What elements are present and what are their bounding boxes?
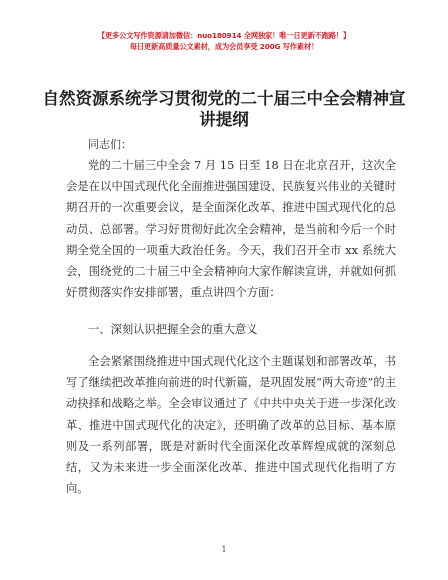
paragraph-intro: 党的二十届三中全会 7 月 15 日至 18 日在北京召开，这次全会是在以中国式现代化全面推进强国建设、民族复兴伟业的关键时期召开的一次重要会议，是全面深化改革、推进中国式现代化的总动员、总部署。学习好贯彻好此次全会精神，是当前和今后一个时期全党全国的一项重大政治任务。今天，我们召开全市 xx 系统大会，围绕党的二十届三中全会精神向大家作解读宣讲，并就如何抓好贯彻落实作安排部署，重点讲四个方面： (66, 159, 396, 300)
promo-banner-line-1: 【更多公文写作资源请加微信：nuo180914 全网独家！唯一日更新不跑路！】 (97, 31, 351, 40)
paragraph-significance: 全会紧紧围绕推进中国式现代化这个主题谋划和部署改革，书写了继续把改革推向前进的时代新篇，是巩固发展“两大奇迹”的主动抉择和战略之举。全会审议通过了《中共中央关于进一步深化改革、推进中国式现代化的决定》，还明确了改革的总目标、基本原则及一系列部署，既是对新时代全面深化改革辉煌成就的深刻总结，又为未来进一步全面深化改革、推进中国式现代化指明了方向。 (66, 355, 396, 496)
section-heading-1: 一、深刻认识把握全会的重大意义 (88, 323, 258, 336)
page-number: 1 (221, 545, 227, 554)
document-title: 自然资源系统学习贯彻党的二十届三中全会精神宣讲提纲 (42, 89, 406, 129)
promo-banner (0, 30, 448, 52)
salutation: 同志们： (88, 138, 132, 151)
promo-banner-line-2: 每日更新高质量公文素材，成为会员享受 200G 写作素材！ (129, 42, 319, 51)
